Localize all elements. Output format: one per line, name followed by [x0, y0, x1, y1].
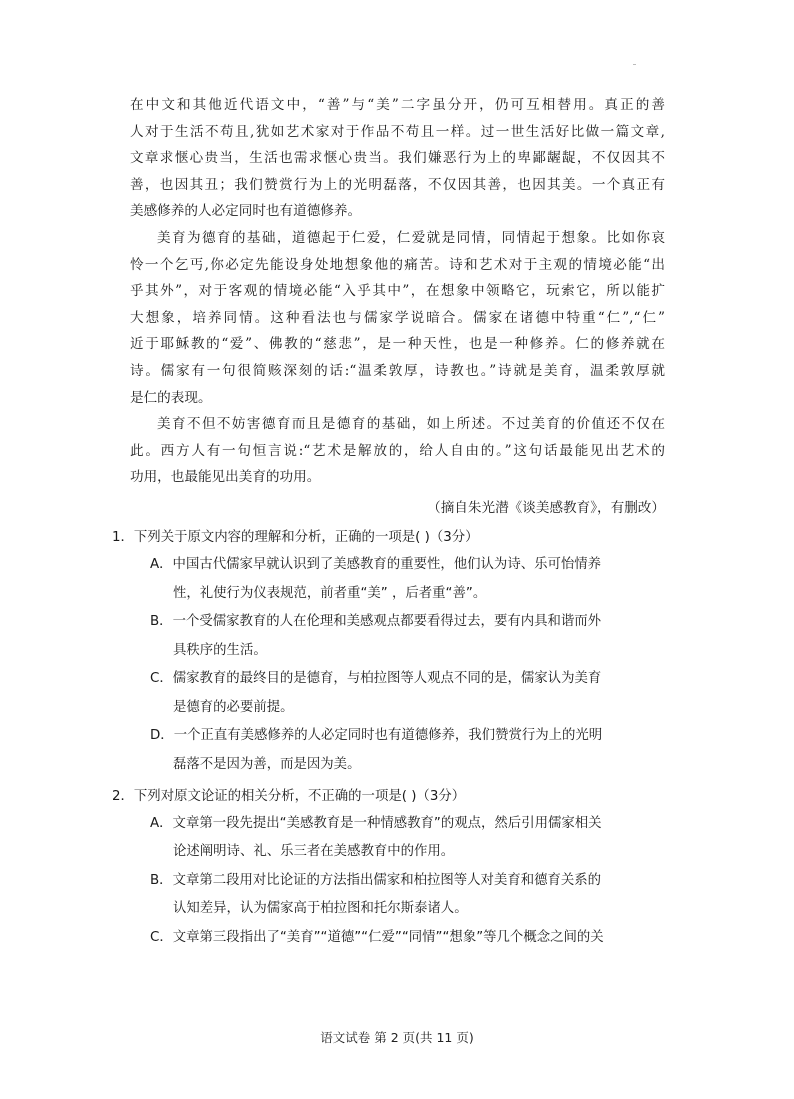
text-line: 诗。儒家有一句很简赅深刻的话:“温柔敦厚，诗教也。”诗就是美育，温柔敦厚就	[130, 362, 665, 379]
option-a[interactable]	[130, 810, 665, 867]
option-a[interactable]	[130, 551, 665, 608]
text-line: 美育不但不妨害德育而且是德育的基础，如上所述。不过美育的价值还不仅在	[157, 416, 665, 433]
option-line: C．儒家教育的最终目的是德育，与柏拉图等人观点不同的是，儒家认为美育	[150, 671, 602, 687]
page-footer: 语文试卷 第 2 页(共 11 页)	[320, 1030, 474, 1045]
text-line: 大想象，培养同情。这种看法也与儒家学说暗合。儒家在诸德中特重“仁”,“仁”	[130, 309, 665, 326]
text-line: 美感修养的人必定同时也有道德修养。	[130, 203, 362, 220]
text-line: 善，也因其丑；我们赞赏行为上的光明磊落，不仅因其善，也因其美。一个真正有	[130, 176, 665, 193]
passage-paragraph-2	[130, 225, 665, 411]
option-line: A．中国古代儒家早就认识到了美感教育的重要性，他们认为诗、乐可怡情养	[150, 556, 602, 572]
question-stem: 2．下列对原文论证的相关分析，不正确的一项是( )（3分）	[112, 788, 466, 804]
option-line: 具秩序的生活。	[173, 642, 267, 658]
option-line: 是德育的必要前提。	[173, 699, 294, 715]
option-line: D．一个正直有美感修养的人必定同时也有道德修养，我们赞赏行为上的光明	[150, 728, 603, 744]
option-line: B．文章第二段用对比论证的方法指出儒家和柏拉图等人对美育和德育关系的	[150, 872, 602, 888]
scan-mark	[633, 64, 636, 65]
text-line: 怜一个乞丐,你必定先能设身处地想象他的痛苦。诗和艺术对于主观的情境必能“出	[130, 256, 665, 273]
passage-paragraph-3	[130, 411, 665, 491]
option-c[interactable]	[130, 924, 665, 953]
option-d[interactable]	[130, 722, 665, 779]
option-line: A．文章第一段先提出“美感教育是一种情感教育”的观点，然后引用儒家相关	[150, 815, 602, 831]
text-line: 是仁的表现。	[130, 389, 212, 406]
passage-paragraph-1	[130, 92, 665, 225]
option-line: 论述阐明诗、礼、乐三者在美感教育中的作用。	[173, 844, 455, 860]
text-line: 功用，也最能见出美育的功用。	[130, 469, 321, 486]
option-line: 认知差异，认为儒家高于柏拉图和托尔斯泰诸人。	[173, 901, 468, 917]
text-line: 在中文和其他近代语文中，“善”与“美”二字虽分开，仍可互相替用。真正的善	[130, 97, 665, 113]
text-line: 乎其外”，对于客观的情境必能“入乎其中”，在想象中领略它，玩索它，所以能扩	[130, 283, 665, 300]
text-line: 美育为德育的基础，道德起于仁爱，仁爱就是同情，同情起于想象。比如你哀	[157, 229, 665, 246]
exam-page	[112, 92, 665, 953]
question-stem: 1．下列关于原文内容的理解和分析，正确的一项是( )（3分）	[112, 529, 479, 545]
text-line: 此。西方人有一句恒言说:“艺术是解放的，给人自由的。”这句话最能见出艺术的	[130, 442, 665, 459]
option-b[interactable]	[130, 867, 665, 924]
option-line: C．文章第三段指出了“美育”“道德”“仁爱”“同情”“想象”等几个概念之间的关	[150, 930, 604, 946]
option-line: B．一个受儒家教育的人在伦理和美感观点都要看得过去，要有内具和谐而外	[150, 614, 602, 630]
passage-source: （摘自朱光潜《谈美感教育》，有删改）	[427, 499, 665, 516]
option-b[interactable]	[130, 608, 665, 665]
question-1	[112, 525, 665, 780]
option-line: 性，礼使行为仪表规范，前者重“美” ，后者重“善”。	[173, 585, 487, 601]
option-line: 磊落不是因为善，而是因为美。	[173, 757, 361, 773]
question-2	[112, 784, 665, 953]
text-line: 近于耶稣教的“爱”、佛教的“慈悲”，是一种天性，也是一种修养。仁的修养就在	[130, 336, 665, 353]
text-line: 文章求惬心贵当，生活也需求惬心贵当。我们嫌恶行为上的卑鄙龌龊，不仅因其不	[130, 150, 665, 167]
text-line: 人对于生活不苟且,犹如艺术家对于作品不苟且一样。过一世生活好比做一篇文章,	[130, 123, 665, 140]
option-c[interactable]	[130, 665, 665, 722]
